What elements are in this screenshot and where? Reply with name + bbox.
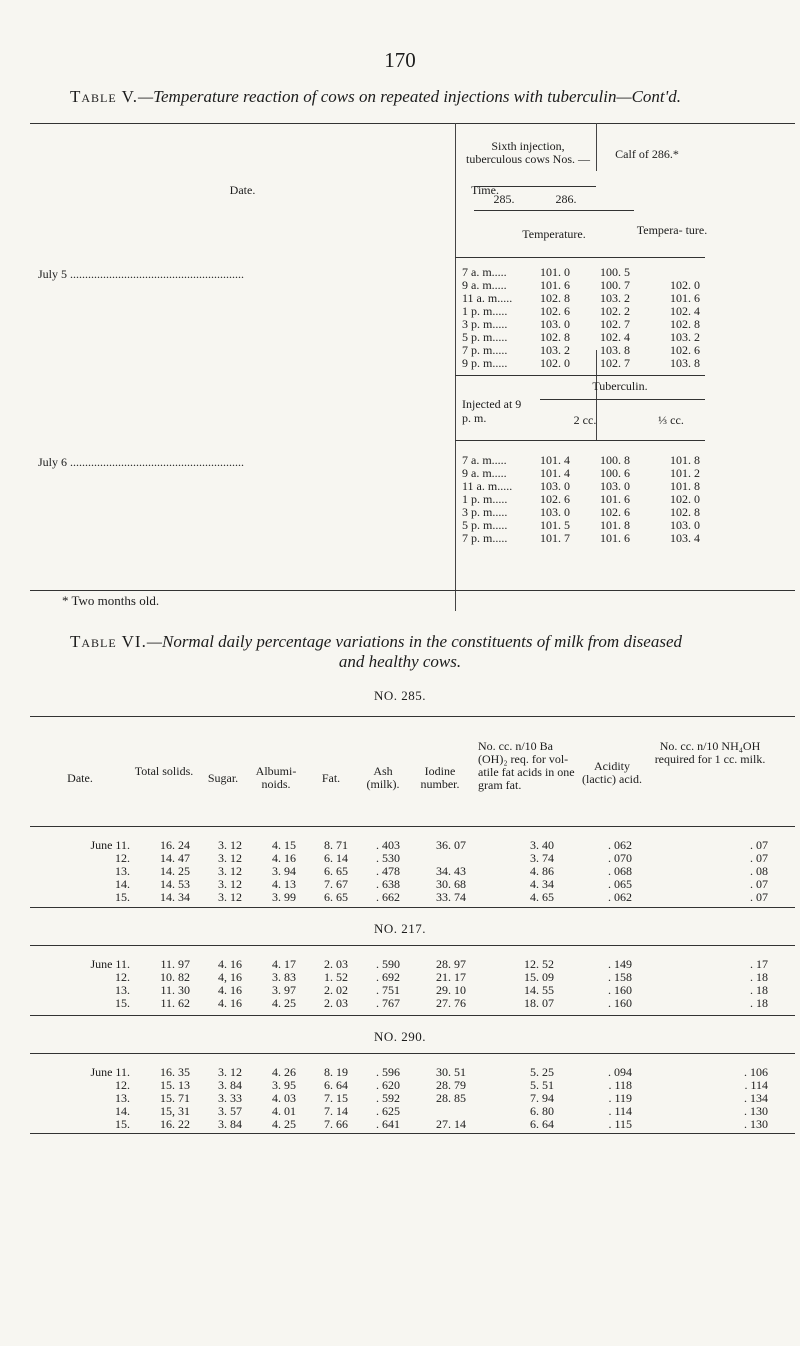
table6-caption [70,632,682,652]
table-cell: 102. 8 [670,505,700,519]
table-cell: 33. 74 [436,890,466,904]
table-cell: 102. 2 [600,304,630,318]
july6-cow286 [580,454,630,545]
table-cell: 9 a. m..... [462,278,507,292]
table-cell: 102. 0 [670,278,700,292]
row-date: June 11. [90,957,130,971]
table-cell: 28. 85 [436,1091,466,1105]
table-cell: 103. 8 [670,356,700,370]
table-cell: 11. 62 [160,996,190,1010]
col-ba-oh-header: No. cc. n/10 Ba (OH)₂ req. for vol- atile fat acids in one gram fat. [478,739,575,792]
table-cell: 4. 13 [272,877,296,891]
table6-label: Table VI. [70,632,147,651]
table-cell: 7. 67 [324,877,348,891]
table-cell: . 130 [744,1104,768,1118]
table-cell: 103. 0 [600,479,630,493]
table-cell: 15. 71 [160,1091,190,1105]
table-cell: 102. 6 [540,492,570,506]
table-cell: . 106 [744,1065,768,1079]
table-cell: 7 p. m..... [462,343,508,357]
table-cell: . 692 [376,970,400,984]
table-cell: 103. 2 [670,330,700,344]
july6-calf [650,454,700,545]
table-cell: 7. 15 [324,1091,348,1105]
tuberculin-header: Tuberculin. [592,379,648,393]
table-cell: 102. 7 [600,356,630,370]
col-ash-header: Ash (milk). [366,764,400,791]
table-cell: 102. 7 [600,317,630,331]
table-cell: . 118 [608,1078,632,1092]
table-cell: . 149 [608,957,632,971]
table-cell: 101. 4 [540,453,570,467]
table6-header-rule [30,826,795,827]
table-cell: . 07 [750,851,768,865]
table-cell: 102. 6 [540,304,570,318]
table-cell: 2. 03 [324,957,348,971]
table-cell: 3. 94 [272,864,296,878]
table-cell: 9 p. m..... [462,356,508,370]
table-cell: . 18 [750,970,768,984]
table-cell: 2. 03 [324,996,348,1010]
table-cell: 8. 71 [324,838,348,852]
july6-cow285 [520,454,570,545]
table-cell: 28. 79 [436,1078,466,1092]
table-cell: 6. 64 [324,1078,348,1092]
table5-caption [70,87,681,107]
col-time-header: Time. [471,183,499,197]
row-date: 15. [115,890,130,904]
table-cell: 103. 4 [670,531,700,545]
table-cell: 3 p. m..... [462,505,508,519]
table-cell: . 130 [744,1117,768,1131]
table6-caption-cont [0,652,800,672]
row-date: 14. [115,1104,130,1118]
table5-title: —Temperature reaction of cows on repeated injections with tuberculin—Cont'd. [138,87,682,106]
table-cell: 100. 5 [600,265,630,279]
date-label: July 6 [38,455,68,469]
table-cell: 16. 22 [160,1117,190,1131]
table-cell: 4, 16 [218,970,242,984]
table-cell: 3. 84 [218,1078,242,1092]
col-285-header: 285. [493,192,515,206]
dose-third-cc-header: ⅓ cc. [658,413,684,427]
table-cell: . 18 [750,983,768,997]
table-cell: . 478 [376,864,400,878]
table-cell: 14. 34 [160,890,190,904]
col-286-header: 286. [555,192,577,206]
row-date: 13. [115,983,130,997]
row-date: 13. [115,864,130,878]
table-cell: 7 p. m..... [462,531,508,545]
table-cell: 6. 14 [324,851,348,865]
table-cell: . 065 [608,877,632,891]
table-cell: 11. 97 [160,957,190,971]
table-cell: 9 a. m..... [462,466,507,480]
table-cell: 3 p. m..... [462,317,508,331]
table-cell: 30. 51 [436,1065,466,1079]
date-label: July 5 [38,267,68,281]
table-cell: 102. 0 [670,492,700,506]
table-cell: 14. 47 [160,851,190,865]
table-cell: 103. 8 [600,343,630,357]
table-cell: 7 a. m..... [462,453,507,467]
table-cell: 3. 12 [218,877,242,891]
july5-cow285 [520,266,570,370]
table-cell: . 590 [376,957,400,971]
table-cell: 11 a. m..... [462,479,513,493]
table-cell: 30. 68 [436,877,466,891]
table-cell: 3. 83 [272,970,296,984]
table-cell: 18. 07 [524,996,554,1010]
table-cell: . 134 [744,1091,768,1105]
table6-title-line1: —Normal daily percentage variations in the constituents of milk from diseased [146,632,682,651]
table-cell: 101. 8 [670,453,700,467]
july5-cow286 [580,266,630,370]
table-cell: 101. 6 [540,278,570,292]
row-date: 15. [115,996,130,1010]
table-cell: 11 a. m..... [462,291,513,305]
table-cell: 102. 4 [600,330,630,344]
table-cell: 36. 07 [436,838,466,852]
table-cell: 4. 86 [530,864,554,878]
rule [455,440,705,441]
col-calf-header: Calf of 286.* [615,147,679,161]
table-cell: 1. 52 [324,970,348,984]
table-cell: 5 p. m..... [462,518,508,532]
table-cell: 102. 6 [600,505,630,519]
table-cell: 16. 24 [160,838,190,852]
table-cell: . 620 [376,1078,400,1092]
table-cell: 101. 6 [600,531,630,545]
footnote: * Two months old. [62,593,160,608]
table-cell: 103. 0 [540,505,570,519]
row-date: 15. [115,1117,130,1131]
table-cell: . 596 [376,1065,400,1079]
tempera-ture-header: Tempera- ture. [636,223,708,237]
table-cell: . 638 [376,877,400,891]
table-cell: 101. 6 [600,492,630,506]
table-cell: 101. 8 [600,518,630,532]
table-cell: . 114 [744,1078,768,1092]
table-cell: 100. 7 [600,278,630,292]
table-cell: 4. 03 [272,1091,296,1105]
table-cell: 4. 16 [218,996,242,1010]
temperature-header: Temperature. [522,227,586,241]
table-cell: . 530 [376,851,400,865]
rule [455,257,705,258]
col-date-header: Date. [229,183,256,197]
table-cell: . 07 [750,890,768,904]
table-cell: 11. 30 [160,983,190,997]
table-cell: 29. 10 [436,983,466,997]
table-cell: 103. 2 [540,343,570,357]
rule [540,399,705,400]
table-cell: 14. 25 [160,864,190,878]
cow-290-subtitle: NO. 290. [373,1029,427,1044]
table-cell: 3. 97 [272,983,296,997]
row-date: 12. [115,970,130,984]
col-date-header: Date. [67,771,93,785]
table-cell: 101. 5 [540,518,570,532]
table-cell: 21. 17 [436,970,466,984]
table-cell: . 07 [750,838,768,852]
table-cell: 6. 80 [530,1104,554,1118]
table-cell: 103. 0 [540,317,570,331]
table-cell: 4. 65 [530,890,554,904]
cow-285-subtitle: NO. 285. [373,688,427,703]
july5-date: July 5 .......................................................... [38,267,245,281]
table-cell: 6. 64 [530,1117,554,1131]
table-cell: 6. 65 [324,890,348,904]
table-cell: 4. 16 [218,957,242,971]
table-cell: 2. 02 [324,983,348,997]
table-cell: 3. 95 [272,1078,296,1092]
table-cell: 28. 97 [436,957,466,971]
table-cell: . 751 [376,983,400,997]
table-cell: 4. 25 [272,1117,296,1131]
table-cell: 7. 14 [324,1104,348,1118]
table-cell: 101. 8 [670,479,700,493]
table-cell: 7. 94 [530,1091,554,1105]
table-cell: 3. 74 [530,851,554,865]
table-cell: 15. 09 [524,970,554,984]
table-cell: 3. 12 [218,851,242,865]
table-cell: . 641 [376,1117,400,1131]
table-cell: 1 p. m..... [462,492,508,506]
cow-217-subtitle: NO. 217. [373,921,427,936]
table-cell: 4. 01 [272,1104,296,1118]
table-cell: 100. 6 [600,466,630,480]
table-cell: . 068 [608,864,632,878]
table-cell: 3. 33 [218,1091,242,1105]
table-cell: 103. 0 [670,518,700,532]
table-cell: . 062 [608,890,632,904]
dose-2cc-header: 2 cc. [573,413,597,427]
col-nh4oh-header: No. cc. n/10 NH₄OH required for 1 cc. milk. [654,739,766,766]
table-cell: 7 a. m..... [462,265,507,279]
row-date: 13. [115,1091,130,1105]
table-cell: 5. 25 [530,1065,554,1079]
table-cell: 3. 12 [218,890,242,904]
table-cell: . 17 [750,957,768,971]
table6-top-rule [30,716,795,717]
table-cell: 15, 31 [160,1104,190,1118]
table-cell: 3. 99 [272,890,296,904]
table6-title-line2: and healthy cows. [338,652,462,671]
table-cell: . 625 [376,1104,400,1118]
table-cell: . 114 [608,1104,632,1118]
table-cell: 12. 52 [524,957,554,971]
table-cell: . 158 [608,970,632,984]
table-cell: 102. 8 [540,291,570,305]
table-cell: . 08 [750,864,768,878]
table-cell: 3. 84 [218,1117,242,1131]
table-cell: 10. 82 [160,970,190,984]
table-cell: . 062 [608,838,632,852]
table6-bottom-rule [30,1133,795,1134]
col-acidity-header: Acidity (lactic) acid. [582,759,642,786]
row-date: June 11. [90,838,130,852]
table-cell: . 592 [376,1091,400,1105]
table-cell: . 662 [376,890,400,904]
rule [30,1053,795,1054]
table-cell: 4. 17 [272,957,296,971]
table5-top-rule [30,123,795,124]
table5-bottom-rule [30,590,795,591]
col-sixth-injection-header: Sixth injection, tuberculous cows Nos. — [466,139,590,166]
rule [30,1015,795,1016]
table-cell: 4. 25 [272,996,296,1010]
col-sugar-header: Sugar. [207,771,239,785]
table-cell: 1 p. m..... [462,304,508,318]
col-total-solids-header: Total solids. [134,764,194,778]
table-cell: 3. 57 [218,1104,242,1118]
table-cell: 5 p. m..... [462,330,508,344]
table5-divider [596,123,597,171]
table-cell: 103. 0 [540,479,570,493]
table-cell: 101. 6 [670,291,700,305]
table-cell: . 119 [608,1091,632,1105]
table-cell: 100. 8 [600,453,630,467]
rule [30,945,795,946]
page-number: 170 [384,48,416,72]
table-cell: . 07 [750,877,768,891]
table-cell: 15. 13 [160,1078,190,1092]
rule [30,907,795,908]
table-cell: 102. 6 [670,343,700,357]
table-cell: 4. 16 [272,851,296,865]
col-fat-header: Fat. [321,771,341,785]
injected-note: Injected at 9 p. m. [462,397,522,425]
table-cell: . 094 [608,1065,632,1079]
table-cell: 102. 4 [670,304,700,318]
table-cell: 3. 12 [218,838,242,852]
table-cell: . 160 [608,983,632,997]
col-albuminoids-header: Albumi- noids. [255,764,297,791]
july6-times [462,454,512,545]
table-cell: 16. 35 [160,1065,190,1079]
table-cell: 5. 51 [530,1078,554,1092]
table-cell: 101. 4 [540,466,570,480]
table-cell: 7. 66 [324,1117,348,1131]
table-cell: 102. 8 [670,317,700,331]
row-date: 12. [115,851,130,865]
table-cell: . 403 [376,838,400,852]
table-cell: . 115 [608,1117,632,1131]
table-cell: 102. 0 [540,356,570,370]
table-cell: 3. 12 [218,1065,242,1079]
table-cell: . 767 [376,996,400,1010]
table-cell: 27. 76 [436,996,466,1010]
july6-date: July 6 .......................................................... [38,455,245,469]
table-cell: . 070 [608,851,632,865]
table-cell: 3. 40 [530,838,554,852]
table-cell: 102. 8 [540,330,570,344]
table5-label: Table V. [70,87,138,106]
row-date: 12. [115,1078,130,1092]
table-cell: 14. 53 [160,877,190,891]
rule [474,210,634,211]
table-cell: 101. 0 [540,265,570,279]
table-cell: 101. 2 [670,466,700,480]
rule [474,186,596,187]
table-cell: 4. 34 [530,877,554,891]
july5-times [462,266,512,370]
table-cell: 4. 15 [272,838,296,852]
table-cell: 8. 19 [324,1065,348,1079]
table-cell: 4. 16 [218,983,242,997]
table-cell: 3. 12 [218,864,242,878]
table-cell: 4. 26 [272,1065,296,1079]
table-cell: . 160 [608,996,632,1010]
table-cell: 101. 7 [540,531,570,545]
row-date: June 11. [90,1065,130,1079]
table-cell: 34. 43 [436,864,466,878]
july5-calf [650,266,700,370]
table-cell: . 18 [750,996,768,1010]
rule [455,375,705,376]
table-cell: 27. 14 [436,1117,466,1131]
table-cell: 6. 65 [324,864,348,878]
table-cell: 103. 2 [600,291,630,305]
col-iodine-header: Iodine number. [420,764,460,791]
table-cell: 14. 55 [524,983,554,997]
row-date: 14. [115,877,130,891]
